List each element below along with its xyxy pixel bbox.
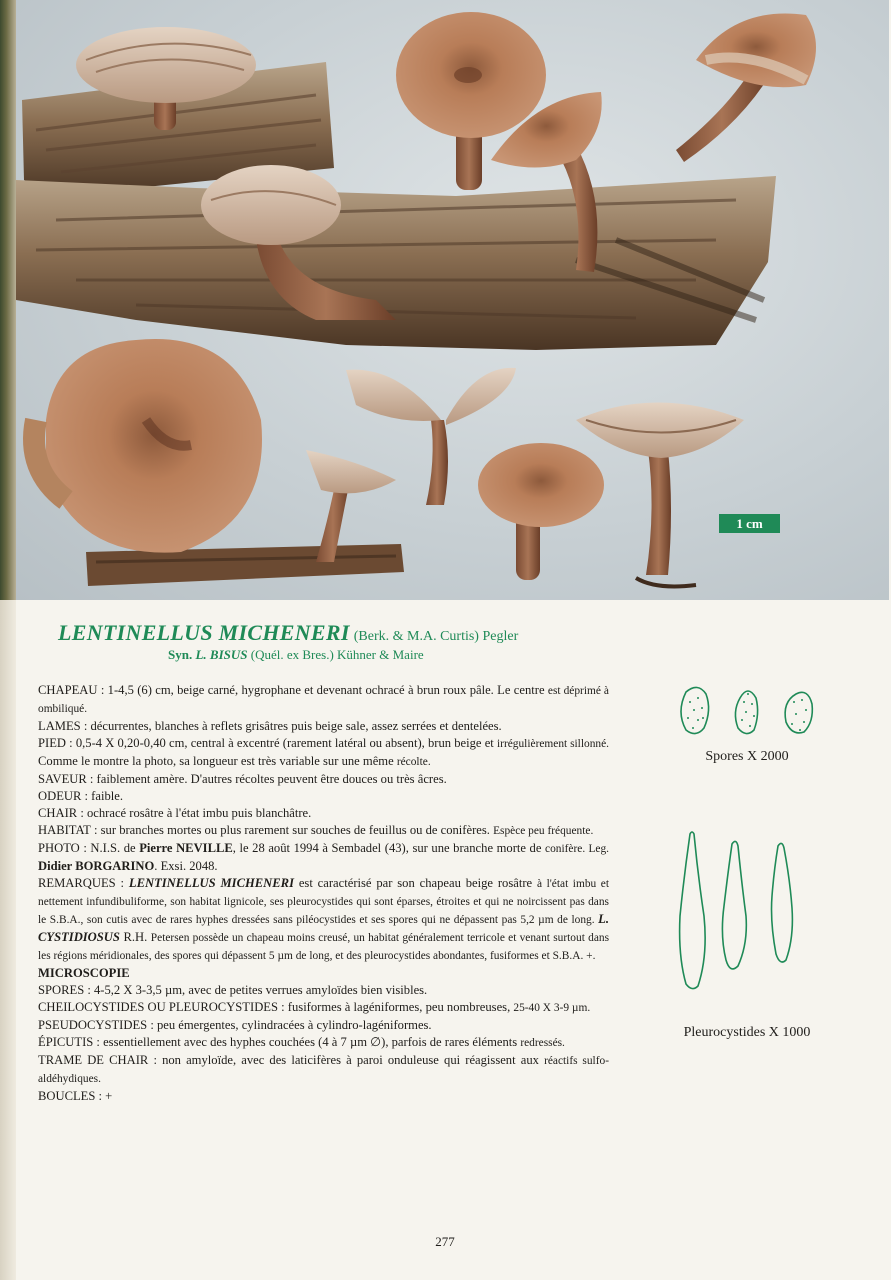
specimen-photograph	[16, 0, 889, 600]
pleurocystides-illustration	[668, 826, 808, 996]
chair-label: CHAIR	[38, 806, 78, 820]
synonym-prefix: Syn.	[168, 647, 193, 662]
mushroom-top-right	[676, 13, 816, 162]
odeur-text: : faible.	[81, 789, 124, 803]
pseudocystides-label: PSEUDOCYSTIDES	[38, 1018, 148, 1032]
synonym-name: L. BISUS	[195, 647, 248, 662]
spore-3	[785, 692, 812, 733]
remarques-paragraph	[38, 875, 609, 965]
photo-text-3: conifère. Leg.	[545, 843, 610, 855]
habitat-label: HABITAT	[38, 823, 91, 837]
lames-paragraph	[38, 718, 609, 735]
epicutis-paragraph	[38, 1034, 609, 1052]
spores-label: SPORES	[38, 983, 85, 997]
synonym-line	[168, 647, 618, 663]
title-block	[58, 620, 618, 663]
habitat-text: : sur branches mortes ou plus rarement sur souches de feuillus ou de conifères.	[90, 823, 494, 837]
page-number: 277	[435, 1234, 455, 1249]
photographer-name: Pierre NEVILLE	[139, 841, 233, 855]
photo-text-2: , le 28 août 1994 à Sembadel (43), sur une branche morte de	[232, 841, 546, 855]
pleurocystides-caption: Pleurocystides X 1000	[683, 1025, 811, 1040]
remarques-text-9: fusiformes et S.B.A. +.	[489, 950, 596, 962]
cheilocystides-text-2: 25-40 X 3-9 µm.	[513, 1002, 591, 1014]
photo-text: : N.I.S. de	[79, 841, 140, 855]
pied-label: PIED	[38, 736, 66, 750]
boucles-paragraph	[38, 1088, 609, 1105]
pied-text-4: récolte.	[396, 756, 431, 768]
pleurocystide-1	[680, 832, 706, 989]
spores-illustration	[668, 680, 828, 750]
synonym-author: (Quél. ex Bres.) Kühner & Maire	[250, 647, 424, 662]
remarques-text-4: éparses, étroites et qui ne noircissent pas dans le S.B.A., son cutis avec de rares hyphes dressées	[38, 896, 609, 926]
microscopy-heading: MICROSCOPIE	[38, 966, 130, 980]
mushroom-bottom-center	[478, 443, 604, 580]
chapeau-text-2: est déprimé à ombiliqué.	[38, 685, 609, 715]
epicutis-text: : essentiellement avec des hyphes couchées (4 à 7 µm ∅), parfois de rares éléments	[93, 1035, 521, 1049]
remarques-species-2: L. CYSTIDIOSUS	[38, 912, 609, 944]
cheilocystides-label: CHEILOCYSTIDES OU PLEUROCYSTIDES	[38, 1000, 278, 1014]
lames-label: LAMES	[38, 719, 81, 733]
photo-paragraph	[38, 840, 609, 875]
spores-text: : 4-5,2 X 3-3,5 µm, avec de petites verrues amyloïdes bien visibles.	[84, 983, 428, 997]
chair-paragraph	[38, 805, 609, 822]
pleurocystide-2	[722, 841, 746, 968]
boucles-text: : +	[95, 1089, 113, 1103]
epicutis-label: ÉPICUTIS	[38, 1035, 94, 1049]
pseudocystides-paragraph	[38, 1017, 609, 1034]
specimen-photo-drawing	[16, 0, 889, 600]
pied-text: : 0,5-4 X 0,20-0,40 cm, central à excentré (rarement latéral ou absent), brun beige et	[66, 736, 497, 750]
mushroom-bottom-left	[34, 339, 262, 553]
boucles-label: BOUCLES	[38, 1089, 96, 1103]
trame-paragraph	[38, 1052, 609, 1088]
book-spine-edge	[0, 0, 16, 1280]
habitat-paragraph	[38, 822, 609, 840]
lames-text: : décurrentes, blanches à reflets grisâtres puis beige sale, assez serrées et dentelées.	[80, 719, 502, 733]
photo-label: PHOTO	[38, 841, 80, 855]
collector-name: Didier BORGARINO	[38, 859, 155, 873]
remarques-text-3: à l'état imbu et nettement infundibuliforme, son habitat lignicole, ses pleurocystides qui sont	[38, 878, 609, 908]
spores-caption: Spores X 2000	[705, 749, 789, 764]
chapeau-paragraph	[38, 682, 609, 718]
saveur-label: SAVEUR	[38, 772, 87, 786]
cheilocystides-paragraph	[38, 999, 609, 1017]
remarques-species: LENTINELLUS MICHENERI	[128, 876, 294, 890]
pied-paragraph	[38, 735, 609, 771]
pseudocystides-text: : peu émergentes, cylindracées à cylindro-lagéniformes.	[147, 1018, 432, 1032]
remarques-text-7: Petersen possède un chapeau moins creusé, un habitat généralement terricole et venant surtout dans	[150, 932, 609, 944]
chair-text: : ochracé rosâtre à l'état imbu puis blanchâtre.	[77, 806, 312, 820]
habitat-text-2: Espèce peu fréquente.	[493, 825, 594, 837]
trame-label: TRAME DE CHAIR	[38, 1053, 149, 1067]
species-author: (Berk. & M.A. Curtis) Pegler	[353, 629, 519, 644]
pied-text-3: Comme le montre la photo, sa longueur est très variable sur une même	[38, 754, 397, 768]
remarques-text: :	[115, 876, 129, 890]
photo-text-4: . Exsi. 2048.	[154, 859, 218, 873]
remarques-label: REMARQUES	[38, 876, 116, 890]
remarques-text-6: R.H.	[119, 930, 151, 944]
remarques-text-5: sans piléocystides et ses spores qui ne dépassent pas 5,2 µm de long.	[273, 914, 599, 926]
trame-text-2: réactifs sulfo-aldéhydiques.	[38, 1055, 609, 1085]
pied-text-2: irrégulièrement sillonné.	[496, 738, 609, 750]
chapeau-text: : 1-4,5 (6) cm, beige carné, hygrophane et devenant ochracé à brun roux pâle. Le centre	[97, 683, 548, 697]
species-heading	[58, 620, 618, 646]
bottom-stick	[86, 544, 404, 586]
species-description	[38, 682, 609, 1105]
cheilocystides-text: : fusiformes à lagéniformes, peu nombreuses,	[278, 1000, 514, 1014]
scale-bar-label: 1 cm	[719, 514, 780, 533]
saveur-text: : faiblement amère. D'autres récoltes peuvent être douces ou très âcres.	[86, 772, 447, 786]
remarques-text-8: les régions méridionales, des spores qui dépassent 5 µm de long, et des pleurocystides abondantes,	[38, 950, 490, 962]
saveur-paragraph	[38, 771, 609, 788]
epicutis-text-2: redressés.	[520, 1037, 565, 1049]
trame-text: : non amyloïde, avec des laticifères à paroi onduleuse qui réagissent aux	[148, 1053, 545, 1067]
spores-paragraph	[38, 982, 609, 999]
remarques-text-2: est caractérisé par son chapeau beige rosâtre	[293, 876, 537, 890]
odeur-label: ODEUR	[38, 789, 82, 803]
chapeau-label: CHAPEAU	[38, 683, 98, 697]
species-title: LENTINELLUS MICHENERI	[58, 620, 350, 645]
pleurocystide-3	[772, 843, 793, 962]
odeur-paragraph	[38, 788, 609, 805]
